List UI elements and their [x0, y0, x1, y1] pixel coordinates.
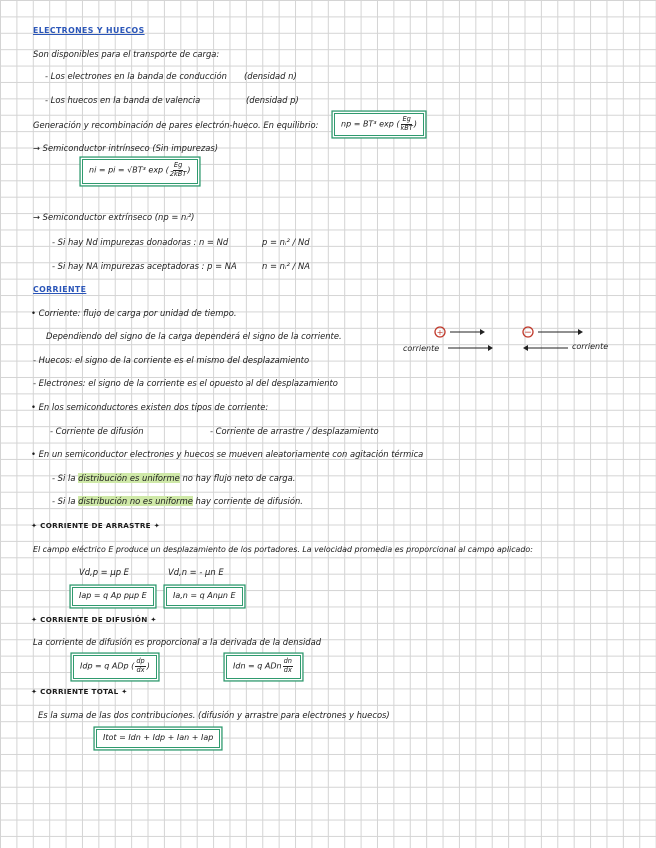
arrow-label-right: corriente: [572, 342, 609, 351]
heading-difusion: ✦ CORRIENTE DE DIFUSIÓN ✦: [31, 615, 157, 624]
text-span: no hay flujo neto de carga.: [179, 473, 296, 483]
formula-total: Itot = Idn + Idp + Ian + Iap: [96, 729, 220, 748]
fraction-num: dp: [136, 657, 145, 665]
text-line: Son disponibles para el transporte de carga:: [33, 49, 220, 59]
text-line: [52, 496, 303, 507]
formula-difusion-n: [226, 655, 301, 679]
formula-text: Idp = q ADp (: [80, 661, 135, 671]
text-line: • En un semiconductor electrones y huecos se mueven aleatoriamente con agitación térmica: [31, 449, 424, 459]
fraction: [283, 658, 293, 674]
text-line: → Semiconductor extrínseco (np = nᵢ²): [33, 212, 195, 222]
text-span: hay corriente de difusión.: [192, 496, 303, 506]
text-line: Vd,p = μp E: [79, 567, 129, 577]
formula-difusion-p: [73, 655, 157, 679]
fraction-den: dx: [283, 665, 292, 674]
heading-corriente: CORRIENTE: [33, 285, 87, 294]
text-line: - Huecos: el signo de la corriente es el mismo del desplazamiento: [33, 355, 310, 365]
heading-electrones-huecos: ELECTRONES Y HUECOS: [33, 26, 145, 35]
text-line: (densidad p): [246, 95, 299, 105]
formula-text: Idn = q ADn: [233, 661, 282, 671]
arrow-head: [480, 329, 485, 335]
plus-sign: +: [436, 328, 444, 337]
fraction-num: Eg: [173, 161, 183, 169]
arrow-head: [523, 345, 528, 351]
formula-text: np = BT³ exp (: [341, 119, 400, 129]
text-line: (densidad n): [244, 71, 297, 81]
text-line: Vd,n = - μn E: [168, 567, 224, 577]
fraction: [170, 162, 187, 178]
text-line: Dependiendo del signo de la carga dependerá el signo de la corriente.: [46, 331, 342, 341]
text-span: - Si la: [52, 496, 79, 506]
text-line: Generación y recombinación de pares electrón-hueco. En equilibrio:: [33, 120, 319, 130]
text-line: • Corriente: flujo de carga por unidad de tiempo.: [31, 308, 237, 318]
text-line: Es la suma de las dos contribuciones. (difusión y arrastre para electrones y huecos): [38, 710, 390, 720]
text-line: El campo eléctrico E produce un desplazamiento de los portadores. La velocidad promedia es proporcional al campo aplicado:: [33, 545, 533, 554]
fraction: [400, 116, 412, 132]
text-line: - Los huecos en la banda de valencia: [45, 95, 201, 105]
text-line: → Semiconductor intrínseco (Sin impurezas): [33, 143, 219, 153]
formula-arrastre-n: Ia,n = q Anμn E: [166, 587, 243, 606]
text-line: La corriente de difusión es proporcional a la derivada de la densidad: [33, 637, 322, 647]
formula-arrastre-p: Iap = q Ap pμp E: [72, 587, 154, 606]
fraction-den: kBT: [400, 123, 413, 132]
highlight: distribución no es uniforme: [78, 496, 193, 506]
fraction: [135, 658, 145, 674]
text-line: - Corriente de difusión: [50, 426, 144, 436]
fraction-num: dn: [283, 657, 292, 665]
fraction-den: dx: [136, 665, 145, 674]
highlight: distribución es uniforme: [78, 473, 180, 483]
text-line: [52, 473, 295, 484]
arrow-head: [488, 345, 493, 351]
text-line: • En los semiconductores existen dos tipos de corriente:: [31, 402, 269, 412]
formula-equilibrio: [334, 113, 424, 136]
text-line: - Electrones: el signo de la corriente es el opuesto al del desplazamiento: [33, 378, 338, 388]
formula-text: ): [413, 119, 417, 129]
text-line: p = nᵢ² / Nd: [262, 237, 310, 247]
arrow-head: [578, 329, 583, 335]
text-line: - Los electrones en la banda de conducción: [45, 71, 227, 81]
fraction-num: Eg: [402, 115, 411, 123]
minus-sign: −: [524, 328, 532, 338]
fraction-den: 2kBT: [169, 169, 187, 178]
formula-text: ): [146, 661, 150, 671]
formula-text: ): [187, 165, 191, 175]
arrow-label-left: corriente: [403, 344, 440, 353]
formula-intrinseco: [82, 159, 198, 184]
text-line: - Si hay Nd impurezas donadoras : n = Nd: [52, 237, 229, 247]
text-line: - Si hay NA impurezas aceptadoras : p = NA: [52, 261, 237, 271]
heading-arrastre: ✦ CORRIENTE DE ARRASTRE ✦: [31, 521, 161, 530]
formula-text: ni = pi = √BT³ exp (: [89, 165, 169, 175]
text-line: n = nᵢ² / NA: [262, 261, 310, 271]
heading-total: ✦ CORRIENTE TOTAL ✦: [31, 687, 128, 696]
text-span: - Si la: [52, 473, 79, 483]
text-line: - Corriente de arrastre / desplazamiento: [210, 426, 379, 436]
